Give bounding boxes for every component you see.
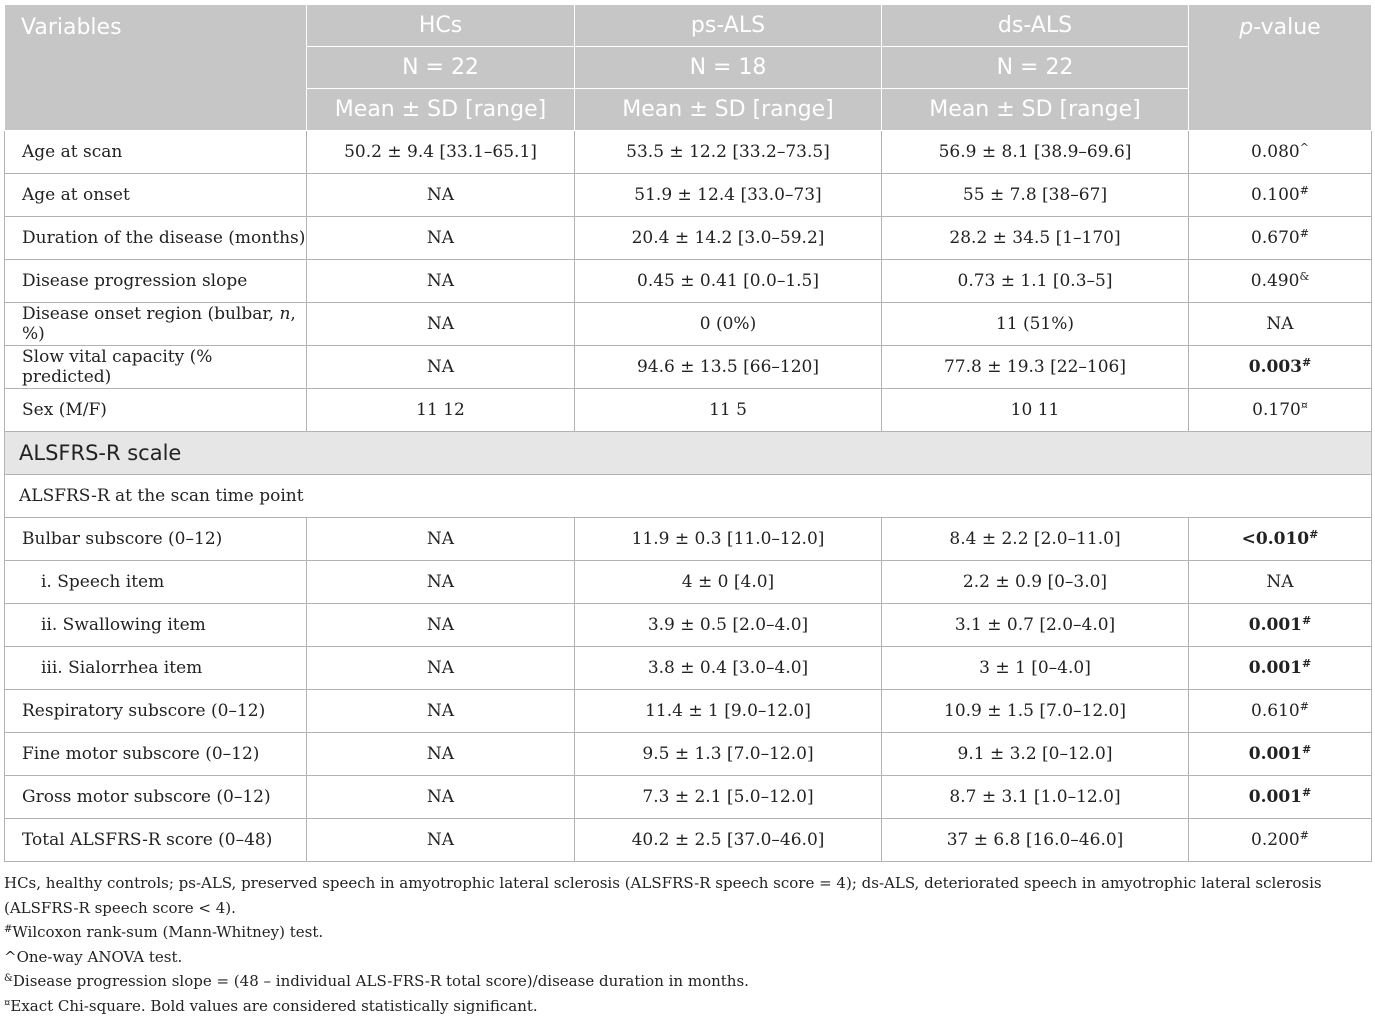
cell-p [1189, 389, 1372, 432]
table-row [5, 819, 1372, 862]
cell-p [1189, 217, 1372, 260]
table-row [5, 131, 1372, 174]
cell-p [1189, 518, 1372, 561]
row-label: Age at scan [5, 131, 307, 174]
footnote-symbol: ¤ [4, 997, 11, 1009]
cell-p [1189, 604, 1372, 647]
row-label: iii. Sialorrhea item [5, 647, 307, 690]
header-n-ds: N = 22 [882, 47, 1189, 89]
p-value-significant: 0.003 [1248, 357, 1302, 377]
footnote-symbol: # [4, 924, 13, 935]
footnote-marker: # [1302, 743, 1312, 756]
cell-hcs: NA [307, 733, 575, 776]
p-value: 0.610 [1251, 701, 1300, 721]
cell-p [1189, 260, 1372, 303]
row-label: Age at onset [5, 174, 307, 217]
section-title: ALSFRS-R scale [5, 432, 1372, 475]
cell-ps: 11.4 ± 1 [9.0–12.0] [575, 690, 882, 733]
cell-ps: 11.9 ± 0.3 [11.0–12.0] [575, 518, 882, 561]
table-row [5, 690, 1372, 733]
cell-hcs: NA [307, 303, 575, 346]
row-label: i. Speech item [5, 561, 307, 604]
header-p-rest: -value [1253, 15, 1321, 40]
cell-p [1189, 131, 1372, 174]
cell-hcs: NA [307, 690, 575, 733]
header-ds-als: ds-ALS [882, 5, 1189, 47]
table-row [5, 217, 1372, 260]
cell-p [1189, 819, 1372, 862]
cell-p [1189, 690, 1372, 733]
footnote-marker: # [1299, 700, 1309, 713]
footnote-marker: ¤ [1300, 399, 1308, 412]
cell-hcs: 11 12 [307, 389, 575, 432]
row-label: ii. Swallowing item [5, 604, 307, 647]
footnote-marker: # [1302, 657, 1312, 670]
footnote-text: Wilcoxon rank-sum (Mann-Whitney) test. [12, 923, 324, 941]
header-variables: Variables [5, 5, 307, 131]
footnote-marker: ^ [1299, 141, 1309, 154]
cell-ps: 11 5 [575, 389, 882, 432]
table-row [5, 346, 1372, 389]
p-value: 0.200 [1251, 830, 1300, 850]
footnote-chisquare [4, 994, 1371, 1019]
cell-ds: 3.1 ± 0.7 [2.0–4.0] [882, 604, 1189, 647]
row-label: Slow vital capacity (% predicted) [5, 346, 307, 389]
table-row [5, 647, 1372, 690]
p-value: 0.080 [1251, 142, 1300, 162]
cell-hcs: 50.2 ± 9.4 [33.1–65.1] [307, 131, 575, 174]
cell-ps: 94.6 ± 13.5 [66–120] [575, 346, 882, 389]
table-header [5, 5, 1372, 131]
p-value-significant: 0.001 [1248, 658, 1302, 678]
cell-hcs: NA [307, 647, 575, 690]
footnote-marker: # [1299, 227, 1309, 240]
p-value: 0.490 [1250, 271, 1300, 291]
cell-ds: 2.2 ± 0.9 [0–3.0] [882, 561, 1189, 604]
cell-ds: 56.9 ± 8.1 [38.9–69.6] [882, 131, 1189, 174]
footnote-marker: # [1302, 356, 1312, 369]
footnote-marker: # [1309, 528, 1319, 541]
footnote-marker: & [1299, 270, 1310, 283]
table-row [5, 561, 1372, 604]
cell-ds: 10.9 ± 1.5 [7.0–12.0] [882, 690, 1189, 733]
p-value: 0.170 [1252, 400, 1301, 420]
row-label: Gross motor subscore (0–12) [5, 776, 307, 819]
footnote-abbreviations: HCs, healthy controls; ps-ALS, preserved speech in amyotrophic lateral sclerosis (ALSFRS-R speech score = 4); ds-ALS, deteriorated speech in amyotrophic lateral sclerosis (ALSFRS-R speech score < 4). [4, 874, 1322, 917]
cell-ds: 28.2 ± 34.5 [1–170] [882, 217, 1189, 260]
cell-hcs: NA [307, 174, 575, 217]
row-label: Disease progression slope [5, 260, 307, 303]
footnote-text: Exact Chi-square. Bold values are considered statistically significant. [10, 996, 538, 1015]
footnote-marker: # [1299, 829, 1309, 842]
cell-ps: 7.3 ± 2.1 [5.0–12.0] [575, 776, 882, 819]
cell-ps: 53.5 ± 12.2 [33.2–73.5] [575, 131, 882, 174]
cell-hcs: NA [307, 518, 575, 561]
cell-hcs: NA [307, 217, 575, 260]
cell-ds: 10 11 [882, 389, 1189, 432]
p-value-significant: 0.001 [1248, 744, 1302, 764]
table-row [5, 733, 1372, 776]
cell-p: NA [1189, 561, 1372, 604]
cell-ds: 3 ± 1 [0–4.0] [882, 647, 1189, 690]
row-label: Fine motor subscore (0–12) [5, 733, 307, 776]
section-row [5, 432, 1372, 475]
table-row [5, 776, 1372, 819]
header-hcs: HCs [307, 5, 575, 47]
cell-ps: 0 (0%) [575, 303, 882, 346]
cell-ds: 11 (51%) [882, 303, 1189, 346]
header-stat-hcs: Mean ± SD [range] [307, 89, 575, 131]
table-row [5, 389, 1372, 432]
cell-ds: 8.4 ± 2.2 [2.0–11.0] [882, 518, 1189, 561]
row-label: Total ALSFRS-R score (0–48) [5, 819, 307, 862]
p-value: 0.100 [1251, 185, 1300, 205]
table-row [5, 518, 1372, 561]
header-stat-ps: Mean ± SD [range] [575, 89, 882, 131]
cell-ds: 37 ± 6.8 [16.0–46.0] [882, 819, 1189, 862]
cell-ds: 55 ± 7.8 [38–67] [882, 174, 1189, 217]
cell-hcs: NA [307, 776, 575, 819]
subheading-row [5, 475, 1372, 518]
cell-ps: 3.9 ± 0.5 [2.0–4.0] [575, 604, 882, 647]
label-part: , %) [22, 304, 296, 344]
label-part: Disease onset region (bulbar, [22, 304, 280, 324]
header-ps-als: ps-ALS [575, 5, 882, 47]
data-table [4, 4, 1372, 862]
footnote-marker: # [1302, 614, 1312, 627]
cell-ds: 9.1 ± 3.2 [0–12.0] [882, 733, 1189, 776]
cell-p [1189, 346, 1372, 389]
cell-p [1189, 647, 1372, 690]
cell-hcs: NA [307, 819, 575, 862]
table-row [5, 260, 1372, 303]
p-value: 0.670 [1251, 228, 1300, 248]
row-label: Sex (M/F) [5, 389, 307, 432]
footnote-anova: ^One-way ANOVA test. [4, 947, 183, 966]
cell-hcs: NA [307, 346, 575, 389]
footnote-text: Disease progression slope = (48 – individual ALS-FRS-R total score)/disease duration in months. [12, 972, 749, 990]
header-p-italic: p [1239, 15, 1254, 40]
footnote-marker: # [1302, 786, 1312, 799]
cell-ps: 4 ± 0 [4.0] [575, 561, 882, 604]
table-row [5, 174, 1372, 217]
row-label [5, 303, 307, 346]
cell-p [1189, 776, 1372, 819]
cell-ds: 8.7 ± 3.1 [1.0–12.0] [882, 776, 1189, 819]
header-n-hcs: N = 22 [307, 47, 575, 89]
row-label: Duration of the disease (months) [5, 217, 307, 260]
p-value-significant: <0.010 [1241, 529, 1310, 549]
table-footnotes [4, 871, 1371, 1018]
cell-ps: 40.2 ± 2.5 [37.0–46.0] [575, 819, 882, 862]
cell-ps: 51.9 ± 12.4 [33.0–73] [575, 174, 882, 217]
table-row [5, 604, 1372, 647]
subheading: ALSFRS-R at the scan time point [5, 475, 1372, 518]
header-p-value [1189, 5, 1372, 131]
cell-ps: 20.4 ± 14.2 [3.0–59.2] [575, 217, 882, 260]
cell-hcs: NA [307, 260, 575, 303]
row-label: Bulbar subscore (0–12) [5, 518, 307, 561]
p-value-significant: 0.001 [1248, 615, 1302, 635]
cell-hcs: NA [307, 561, 575, 604]
table-container [4, 4, 1371, 1018]
cell-hcs: NA [307, 604, 575, 647]
cell-p [1189, 733, 1372, 776]
label-n-italic: n [279, 304, 291, 324]
p-value-significant: 0.001 [1248, 787, 1302, 807]
footnote-wilcoxon [4, 920, 1371, 945]
header-stat-ds: Mean ± SD [range] [882, 89, 1189, 131]
table-row [5, 303, 1372, 346]
cell-ps: 0.45 ± 0.41 [0.0–1.5] [575, 260, 882, 303]
cell-ds: 77.8 ± 19.3 [22–106] [882, 346, 1189, 389]
cell-ps: 3.8 ± 0.4 [3.0–4.0] [575, 647, 882, 690]
row-label: Respiratory subscore (0–12) [5, 690, 307, 733]
cell-p: NA [1189, 303, 1372, 346]
cell-ds: 0.73 ± 1.1 [0.3–5] [882, 260, 1189, 303]
cell-ps: 9.5 ± 1.3 [7.0–12.0] [575, 733, 882, 776]
cell-p [1189, 174, 1372, 217]
footnote-marker: # [1299, 184, 1309, 197]
header-n-ps: N = 18 [575, 47, 882, 89]
footnote-slope [4, 969, 1371, 994]
footnote-symbol: & [4, 973, 13, 984]
